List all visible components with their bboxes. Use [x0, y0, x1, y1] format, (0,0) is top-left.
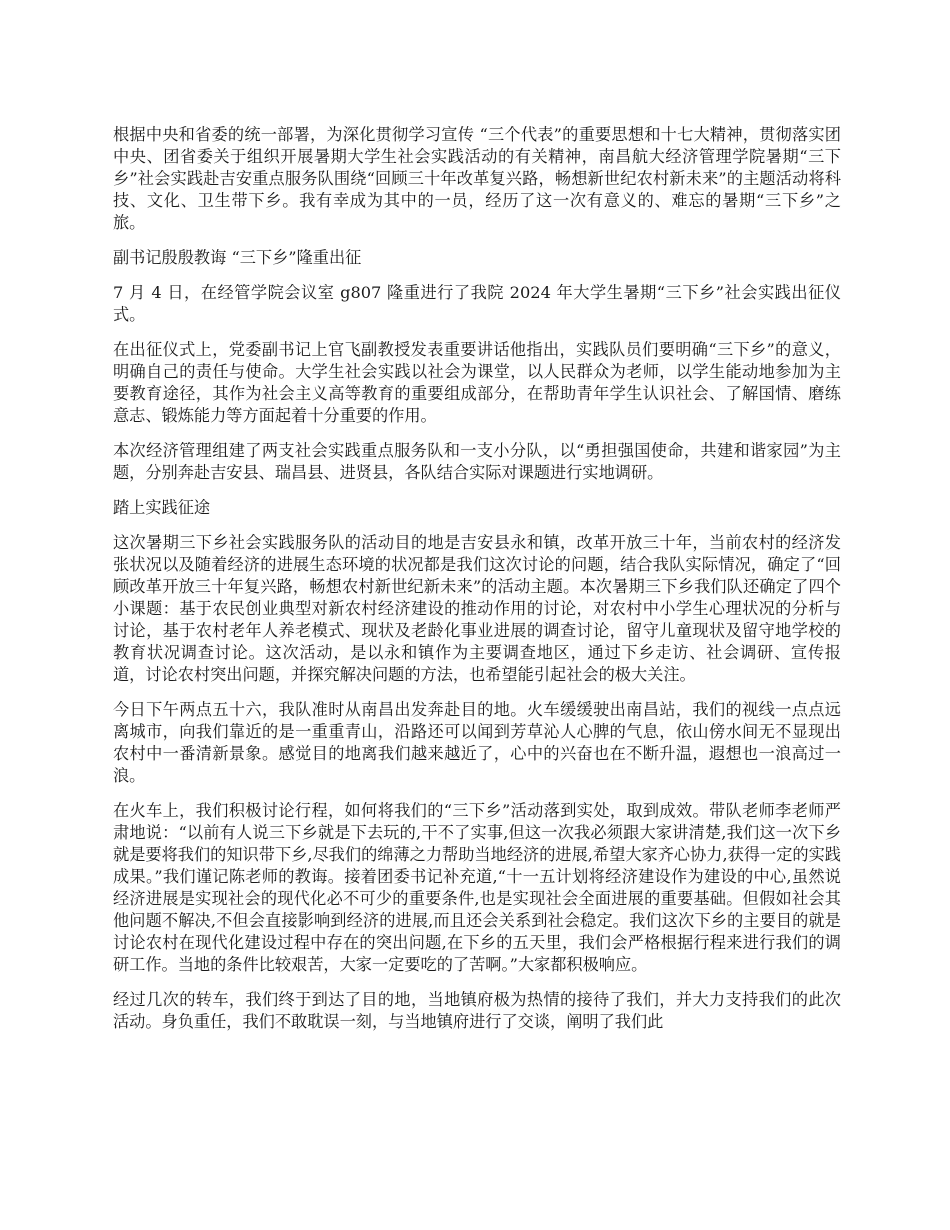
- ceremony-date-paragraph: 7 月 4 日，在经管学院会议室 g807 隆重进行了我院 2024 年大学生暑期“三下乡”社会实践出征仪式。: [113, 283, 841, 324]
- intro-paragraph: 根据中央和省委的统一部署，为深化贯彻学习宣传 “三个代表”的重要思想和十七大精神，贯彻落实团中央、团省委关于组织开展暑期大学生社会实践活动的有关精神，南昌航大经济管理学院暑期“三下乡”社会实践赴吉安重点服务队围绕“回顾三十年改革复兴路，畅想新世纪农村新未来”的主题活动将科技、文化、卫生带下乡。我有幸成为其中的一员，经历了这一次有意义的、难忘的暑期“三下乡”之旅。: [113, 125, 841, 232]
- section-heading-journey: 踏上实践征途: [113, 498, 211, 517]
- destination-paragraph: 这次暑期三下乡社会实践服务队的活动目的地是吉安县永和镇，改革开放三十年，当前农村的经济发张状况以及随着经济的进展生态环境的状况都是我们这次讨论的问题，结合我队实际情况，确定了“回顾改革开放三十年复兴路，畅想农村新世纪新未来”的活动主题。本次暑期三下乡我们队还确定了四个小课题：基于农民创业典型对新农村经济建设的推动作用的讨论，对农村中小学生心理状况的分析与讨论，基于农村老年人养老模式、现状及老龄化事业进展的调查讨论，留守儿童现状及留守地学校的教育状况调查讨论。这次活动，是以永和镇作为主要调查地区，通过下乡走访、社会调研、宣传报道，讨论农村突出问题，并探究解决问题的方法，也希望能引起社会的极大关注。: [113, 533, 841, 684]
- section-heading-departure: 副书记殷殷教诲 “三下乡”隆重出征: [113, 248, 362, 267]
- train-discussion-paragraph: 在火车上，我们积极讨论行程，如何将我们的“三下乡”活动落到实处，取到成效。带队老师李老师严肃地说：“以前有人说三下乡就是下去玩的,干不了实事,但这一次我必须跟大家讲清楚,我们这一次下乡就是要将我们的知识带下乡,尽我们的绵薄之力帮助当地经济的进展,希望大家齐心协力,获得一定的实践成果。”我们谨记陈老师的教诲。接着团委书记补充道,“十一五计划将经济建设作为建设的中心,虽然说经济进展是实现社会的现代化必不可少的重要条件,也是实现社会全面进展的重要基础。但假如社会其他问题不解决,不但会直接影响到经济的进展,而且还会关系到社会稳定。我们这次下乡的主要目的就是讨论农村在现代化建设过程中存在的突出问题,在下乡的五天里，我们会严格根据行程来进行我们的调研工作。当地的条件比较艰苦，大家一定要吃的了苦啊。”大家都积极响应。: [113, 801, 841, 974]
- departure-paragraph: 今日下午两点五十六，我队准时从南昌出发奔赴目的地。火车缓缓驶出南昌站，我们的视线一点点远离城市，向我们靠近的是一重重青山，沿路还可以闻到芳草沁人心脾的气息，依山傍水间无不显现出农村中一番清新景象。感觉目的地离我们越来越近了，心中的兴奋也在不断升温，遐想也一浪高过一浪。: [113, 700, 841, 785]
- speech-paragraph: 在出征仪式上，党委副书记上官飞副教授发表重要讲话他指出，实践队员们要明确“三下乡”的意义，明确自己的责任与使命。大学生社会实践以社会为课堂，以人民群众为老师，以学生能动地参加为主要教育途径，其作为社会主义高等教育的重要组成部分，在帮助青年学生认识社会、了解国情、磨练意志、锻炼能力等方面起着十分重要的作用。: [113, 340, 841, 425]
- arrival-paragraph: 经过几次的转车，我们终于到达了目的地，当地镇府极为热情的接待了我们，并大力支持我们的此次活动。身负重任，我们不敢耽误一刻，与当地镇府进行了交谈，阐明了我们此: [113, 990, 841, 1031]
- document-body: [113, 124, 841, 1046]
- teams-paragraph: 本次经济管理组建了两支社会实践重点服务队和一支小分队，以“勇担强国使命，共建和谐家园”为主题，分别奔赴吉安县、瑞昌县、进贤县，各队结合实际对课题进行实地调研。: [113, 441, 841, 482]
